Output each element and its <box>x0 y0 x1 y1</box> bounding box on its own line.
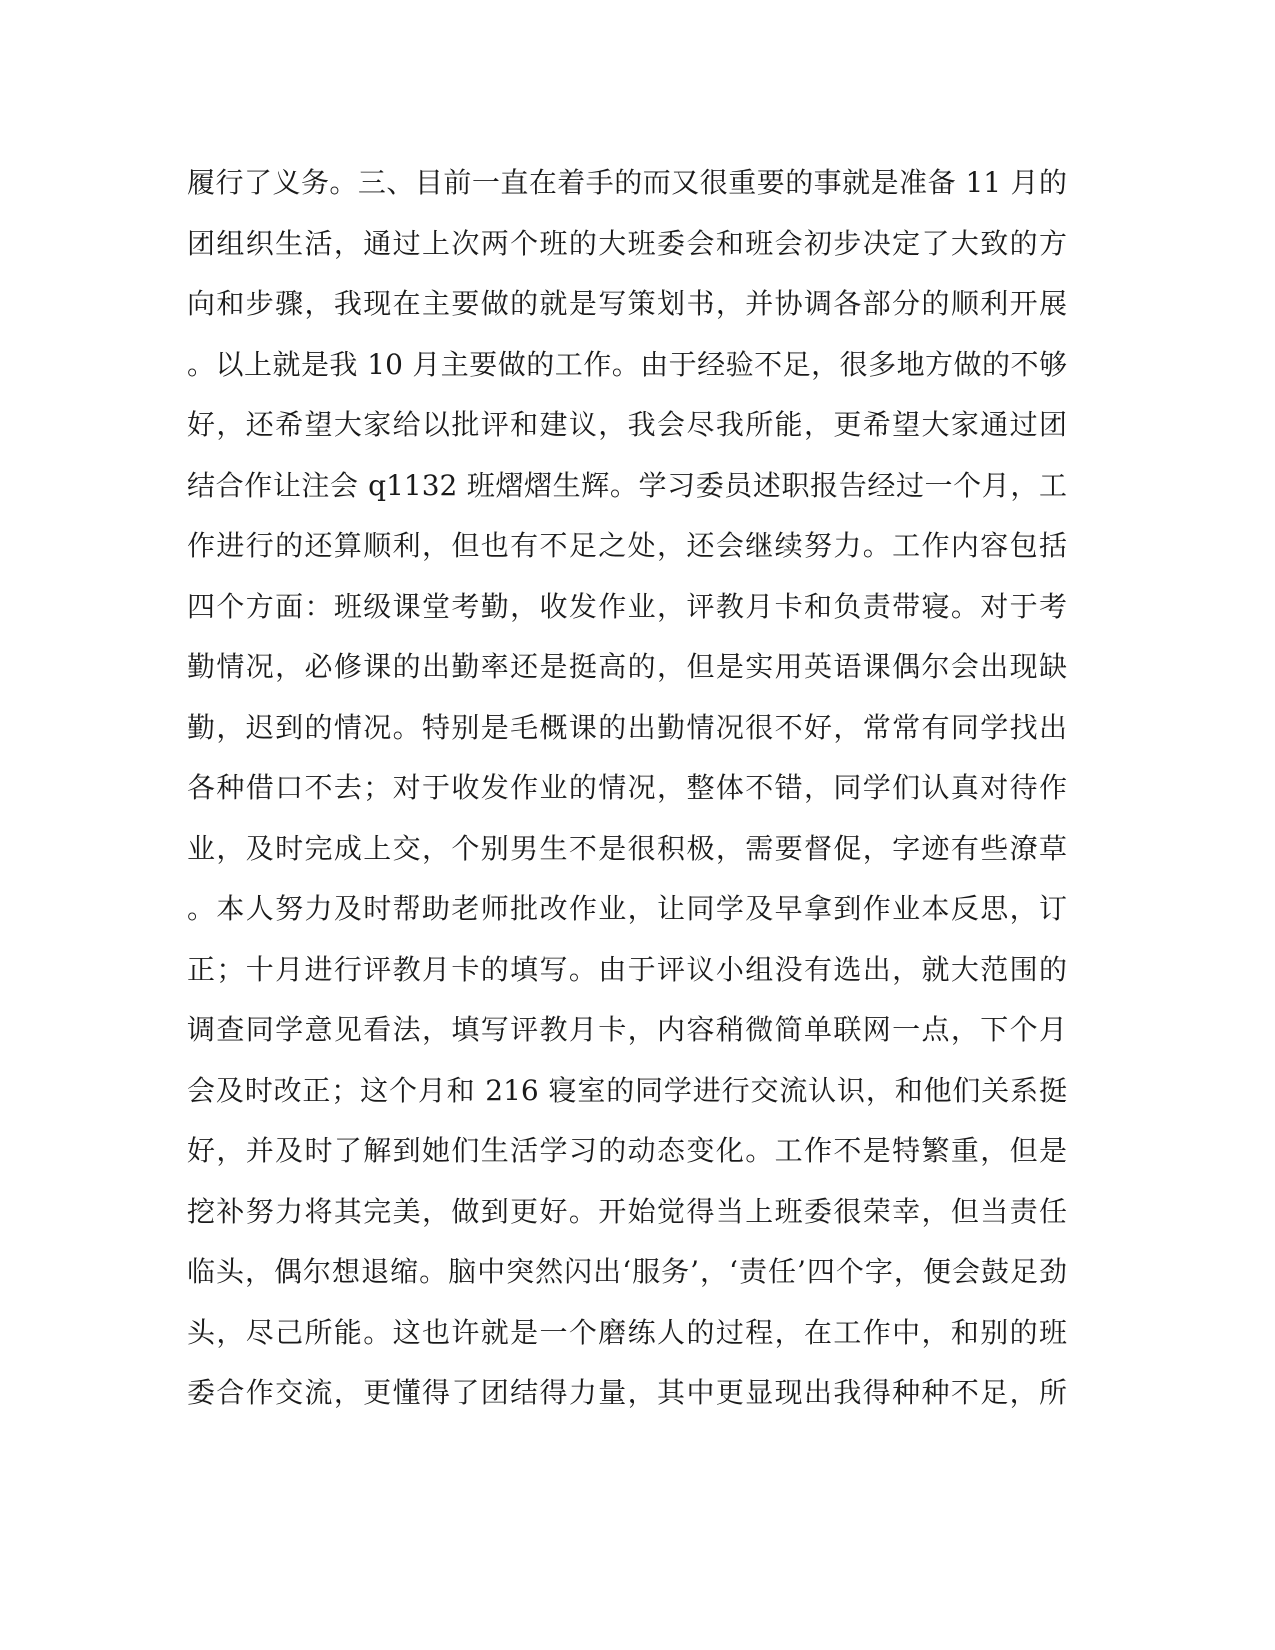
text-line: 委合作交流，更懂得了团结得力量，其中更显现出我得种种不足，所 <box>187 1376 1067 1409</box>
text-line: 结合作让注会 q1132 班熠熠生辉。学习委员述职报告经过一个月，工 <box>187 468 1067 502</box>
text-line: 各种借口不去；对于收发作业的情况，整体不错，同学们认真对待作 <box>187 771 1067 804</box>
text-line: 临头，偶尔想退缩。脑中突然闪出‘服务’，‘责任’四个字，便会鼓足劲 <box>187 1255 1067 1288</box>
text-line: 好，并及时了解到她们生活学习的动态变化。工作不是特繁重，但是 <box>187 1134 1067 1167</box>
text-line: 调查同学意见看法，填写评教月卡，内容稍微简单联网一点，下个月 <box>187 1013 1067 1046</box>
text-line: 挖补努力将其完美，做到更好。开始觉得当上班委很荣幸，但当责任 <box>187 1194 1067 1228</box>
text-line: 业，及时完成上交，个别男生不是很积极，需要督促，字迹有些潦草 <box>187 831 1067 865</box>
body-text <box>187 163 1067 1434</box>
text-line: 团组织生活，通过上次两个班的大班委会和班会初步决定了大致的方 <box>187 226 1067 260</box>
text-line: 履行了义务。三、目前一直在着手的而又很重要的事就是准备 11 月的 <box>187 166 1067 199</box>
text-line: 勤情况，必修课的出勤率还是挺高的，但是实用英语课偶尔会出现缺 <box>187 650 1067 683</box>
text-line: 作进行的还算顺利，但也有不足之处，还会继续努力。工作内容包括 <box>187 529 1067 562</box>
text-line: 好，还希望大家给以批评和建议，我会尽我所能，更希望大家通过团 <box>187 408 1067 441</box>
text-line: 向和步骤，我现在主要做的就是写策划书，并协调各部分的顺利开展 <box>187 287 1067 320</box>
text-line: 。以上就是我 10 月主要做的工作。由于经验不足，很多地方做的不够 <box>187 347 1067 381</box>
text-line: 头，尽己所能。这也许就是一个磨练人的过程，在工作中，和别的班 <box>187 1315 1067 1349</box>
text-line: 四个方面：班级课堂考勤，收发作业，评教月卡和负责带寝。对于考 <box>187 589 1067 623</box>
text-line: 。本人努力及时帮助老师批改作业，让同学及早拿到作业本反思，订 <box>187 892 1067 925</box>
text-line: 正；十月进行评教月卡的填写。由于评议小组没有选出，就大范围的 <box>187 952 1067 986</box>
text-line: 勤，迟到的情况。特别是毛概课的出勤情况很不好，常常有同学找出 <box>187 710 1067 744</box>
text-line: 会及时改正；这个月和 216 寝室的同学进行交流认识，和他们关系挺 <box>187 1073 1067 1107</box>
